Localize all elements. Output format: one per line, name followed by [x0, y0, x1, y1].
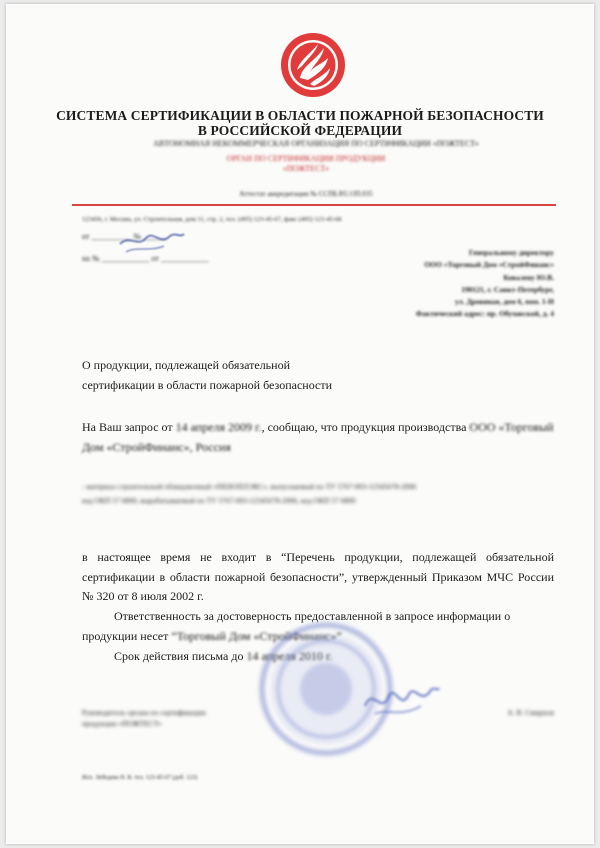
product-line: - материал строительный облицовочный «ПЕНОПЛЭКС», выпускаемый по ТУ 5767-003-12345678-2006 — [82, 482, 417, 491]
validity-date: 14 апреля 2010 г. — [246, 649, 333, 663]
responsible-org: “Торговый Дом «СтройФинанс»” — [171, 628, 342, 643]
certification-center-line1: ОРГАН ПО СЕРТИФИКАЦИИ ПРОДУКЦИИ — [226, 154, 386, 163]
certification-center-line2: «ПОЖТЕСТ» — [282, 164, 330, 173]
subject-line: сертификации в области пожарной безопасности — [82, 378, 332, 392]
recipient-line: ООО «Торговый Дом «СтройФинанс» — [424, 260, 554, 270]
recipient-line: ул. Дровяная, дом 6, пом. 1-Н — [454, 297, 554, 307]
handwritten-date-mark — [116, 226, 186, 256]
recipient-block — [324, 247, 554, 321]
recipient-line: Фактический адрес: пр. Обуховской, д. 4 — [415, 309, 554, 319]
organization-address: 123456, г. Москва, ул. Строительная, дом 11, стр. 2, тел. (495) 123-45-67, факс (495) 123-45-68 — [82, 216, 342, 223]
request-date: 14 апреля 2009 г. — [175, 420, 262, 434]
recipient-line: Генеральному директору — [468, 248, 554, 257]
validity-prefix: Срок действия письма до — [114, 649, 244, 663]
subject-line: О продукции, подлежащей обязательной — [82, 358, 291, 372]
manufacturer-name: ООО «Торговый Дом «СтройФинанс», Россия — [82, 420, 554, 454]
signature-block — [82, 707, 554, 729]
outgoing-date-line: от __________ № ______ — [82, 232, 168, 241]
paragraph-status: в настоящее время не входит в “Перечень продукции, подлежащей обязательной сертификации в области пожарной безопасности”, утвержденный Приказом МЧС России № 320 от 8 июля 2002 г. — [82, 550, 554, 603]
responsibility-text: Ответственность за достоверность предоставленной в запросе информации о продукции несет — [82, 609, 511, 643]
organization-name: АВТОНОМНАЯ НЕКОММЕРЧЕСКАЯ ОРГАНИЗАЦИЯ ПО СЕРТИФИКАЦИИ «ПОЖТЕСТ» — [153, 139, 479, 148]
incoming-number-line: на № ____________ от ____________ — [82, 254, 209, 263]
letter-subject — [82, 355, 332, 395]
recipient-line: Ковалеву Ю.В. — [503, 272, 554, 282]
header-divider — [72, 204, 556, 206]
request-middle: , сообщаю, что продукция производства — [261, 420, 467, 434]
executor-line: Исп. Лебедева Н. В. тел. 123-45-67 (доб. 123) — [82, 775, 198, 781]
signer-position: Руководитель органа по сертификации — [82, 708, 206, 717]
product-description — [82, 480, 554, 508]
document-page — [6, 4, 594, 844]
fire-safety-emblem-icon — [280, 32, 346, 98]
registration-number: Аттестат аккредитации № ССПБ.RU.ОП.035 — [239, 190, 373, 198]
signer-position: продукции «ПОЖТЕСТ» — [82, 719, 162, 728]
paragraph-request — [82, 418, 554, 457]
system-title-line1: СИСТЕМА СЕРТИФИКАЦИИ В ОБЛАСТИ ПОЖАРНОЙ БЕЗОПАСНОСТИ — [56, 108, 544, 123]
system-title-line2: В РОССИЙСКОЙ ФЕДЕРАЦИИ — [197, 123, 403, 138]
request-prefix: На Ваш запрос от — [82, 420, 173, 434]
recipient-line: 190121, г. Санкт-Петербург, — [461, 284, 554, 294]
signer-name: А. В. Смирнов — [507, 708, 554, 717]
product-line: код ОКП 57 6800, вырабатываемый по ТУ 5767-003-12345678-2006, код ОКП 57 6800 — [82, 496, 356, 505]
